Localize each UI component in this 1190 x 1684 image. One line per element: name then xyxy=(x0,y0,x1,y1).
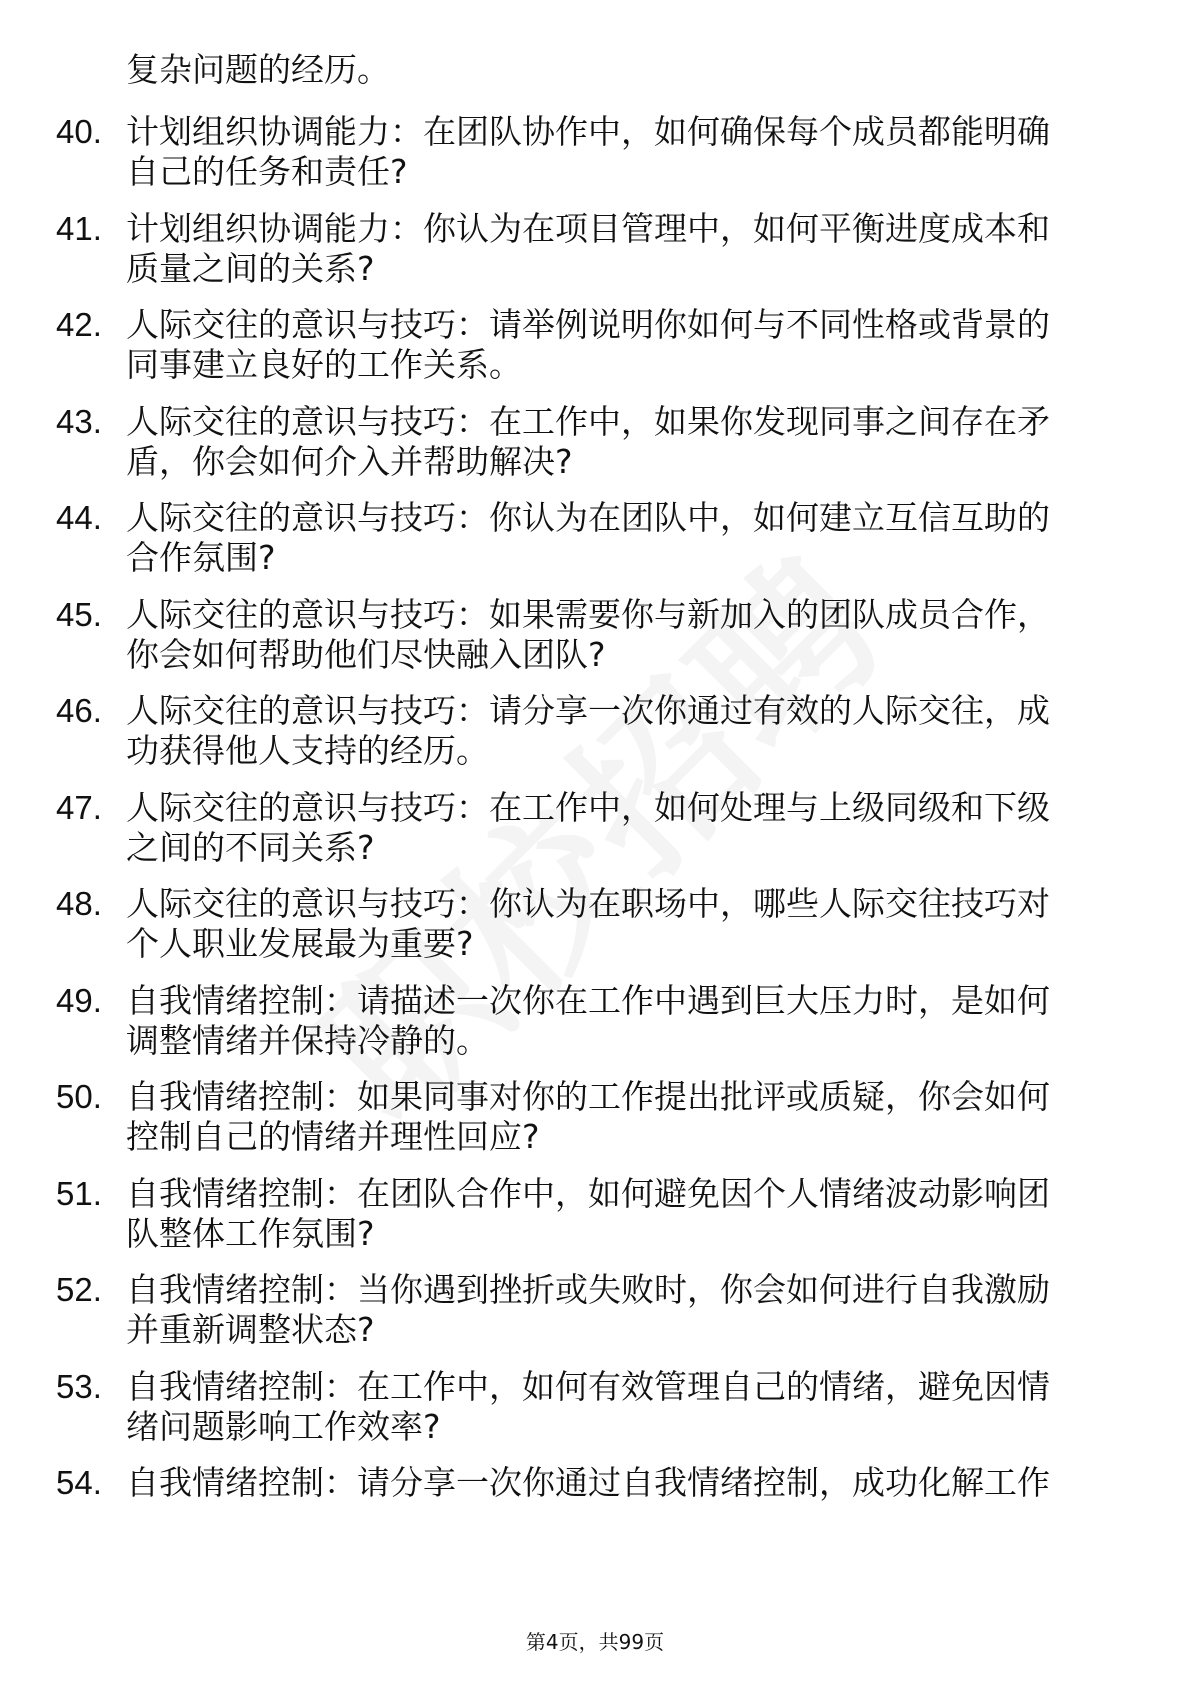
question-number: 50. xyxy=(56,1078,102,1115)
question-text-line: 盾，你会如何介入并帮助解决? xyxy=(126,442,573,481)
question-text xyxy=(126,595,1126,675)
question-number: 51. xyxy=(56,1175,102,1212)
page-footer: 第4页，共99页 xyxy=(525,1630,665,1654)
question-39-continuation: 复杂问题的经历。 xyxy=(126,50,390,89)
question-text-line: 队整体工作氛围? xyxy=(126,1214,375,1253)
question-number: 47. xyxy=(56,789,102,826)
question-text-line: 人际交往的意识与技巧：在工作中，如何处理与上级同级和下级 xyxy=(126,788,1050,827)
question-number: 49. xyxy=(56,982,102,1019)
question-text-line: 人际交往的意识与技巧：在工作中，如果你发现同事之间存在矛 xyxy=(126,402,1050,441)
question-text xyxy=(126,788,1126,868)
question-text xyxy=(126,112,1126,192)
question-text-line: 人际交往的意识与技巧：请举例说明你如何与不同性格或背景的 xyxy=(126,305,1050,344)
question-text-line: 人际交往的意识与技巧：你认为在职场中，哪些人际交往技巧对 xyxy=(126,884,1050,923)
question-text xyxy=(126,884,1126,964)
question-text xyxy=(126,1077,1126,1157)
question-text xyxy=(126,1270,1126,1350)
question-number: 43. xyxy=(56,403,102,440)
question-text xyxy=(126,305,1126,385)
question-number: 46. xyxy=(56,692,102,729)
question-text-line: 你会如何帮助他们尽快融入团队? xyxy=(126,635,606,674)
question-text-line: 功获得他人支持的经历。 xyxy=(126,731,489,770)
question-number: 53. xyxy=(56,1368,102,1405)
question-text-line: 合作氛围? xyxy=(126,538,276,577)
question-text xyxy=(126,691,1126,771)
question-text-line: 自我情绪控制：请分享一次你通过自我情绪控制，成功化解工作 xyxy=(126,1463,1050,1502)
question-text-line: 自我情绪控制：在工作中，如何有效管理自己的情绪，避免因情 xyxy=(126,1367,1050,1406)
question-number: 42. xyxy=(56,306,102,343)
question-text-line: 自我情绪控制：请描述一次你在工作中遇到巨大压力时，是如何 xyxy=(126,981,1050,1020)
question-text xyxy=(126,1367,1126,1447)
question-text-line: 调整情绪并保持冷静的。 xyxy=(126,1021,489,1060)
question-number: 40. xyxy=(56,113,102,150)
question-text-line: 自我情绪控制：如果同事对你的工作提出批评或质疑，你会如何 xyxy=(126,1077,1050,1116)
question-text xyxy=(126,209,1126,289)
question-number: 52. xyxy=(56,1271,102,1308)
question-text-line: 自我情绪控制：在团队合作中，如何避免因个人情绪波动影响团 xyxy=(126,1174,1050,1213)
question-text-line: 质量之间的关系? xyxy=(126,249,375,288)
question-text xyxy=(126,402,1126,482)
question-number: 54. xyxy=(56,1464,102,1501)
question-number: 41. xyxy=(56,210,102,247)
question-text-line: 人际交往的意识与技巧：你认为在团队中，如何建立互信互助的 xyxy=(126,498,1050,537)
question-text-line: 计划组织协调能力：你认为在项目管理中，如何平衡进度成本和 xyxy=(126,209,1050,248)
question-number: 45. xyxy=(56,596,102,633)
question-text xyxy=(126,981,1126,1061)
question-text-line: 自我情绪控制：当你遇到挫折或失败时，你会如何进行自我激励 xyxy=(126,1270,1050,1309)
question-text-line: 并重新调整状态? xyxy=(126,1310,375,1349)
question-text-line: 个人职业发展最为重要? xyxy=(126,924,474,963)
question-text xyxy=(126,1463,1126,1503)
question-text-line: 人际交往的意识与技巧：请分享一次你通过有效的人际交往，成 xyxy=(126,691,1050,730)
question-text-line: 之间的不同关系? xyxy=(126,828,375,867)
question-text-line: 控制自己的情绪并理性回应? xyxy=(126,1117,540,1156)
question-text-line: 绪问题影响工作效率? xyxy=(126,1407,441,1446)
question-number: 48. xyxy=(56,885,102,922)
question-text-line: 计划组织协调能力：在团队协作中，如何确保每个成员都能明确 xyxy=(126,112,1050,151)
question-text xyxy=(126,498,1126,578)
question-text-line: 人际交往的意识与技巧：如果需要你与新加入的团队成员合作， xyxy=(126,595,1050,634)
question-text-line: 同事建立良好的工作关系。 xyxy=(126,345,522,384)
question-text xyxy=(126,1174,1126,1254)
question-text-line: 自己的任务和责任? xyxy=(126,152,408,191)
question-number: 44. xyxy=(56,499,102,536)
